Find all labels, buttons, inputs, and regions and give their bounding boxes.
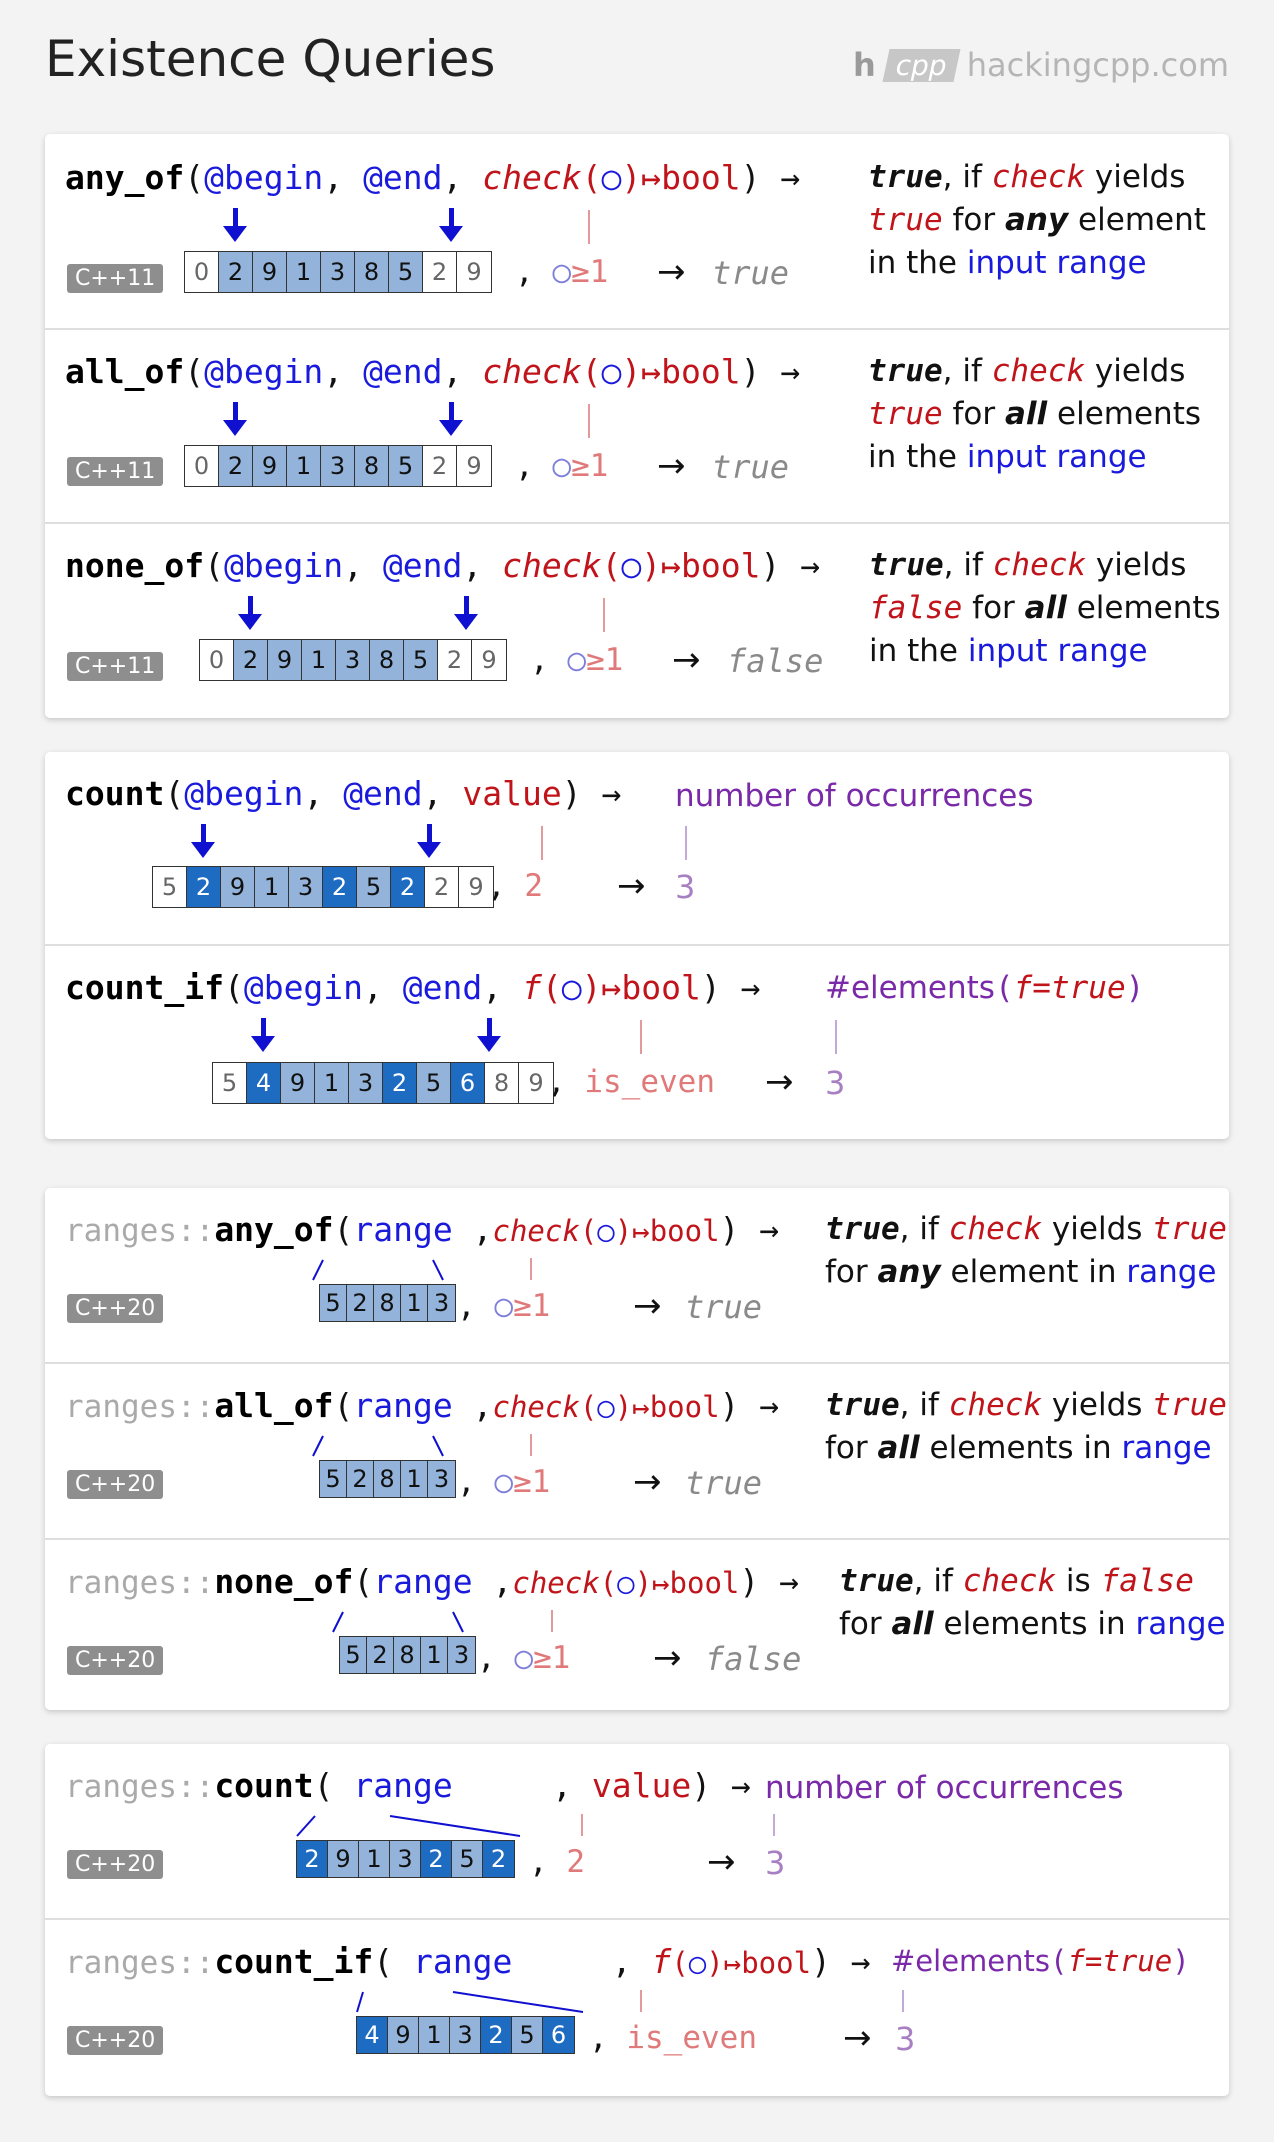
row-ranges-count [45, 1744, 1229, 1918]
array-cell: 1 [315, 1063, 349, 1103]
brand-logo[interactable] [853, 46, 1229, 84]
return-description: number of occurrences [675, 778, 1034, 814]
result-value: false [727, 642, 824, 680]
example-call: , is_even [589, 2020, 757, 2056]
array-cell: 5 [389, 446, 423, 486]
range-bracket [45, 1920, 1229, 2096]
link-line [640, 1990, 642, 2012]
function-name: none_of [214, 1562, 354, 1601]
end-param: @end [363, 158, 443, 197]
array-cell: 2 [347, 1285, 374, 1321]
description: true, if check yields false for all elements in the input range [869, 547, 1221, 669]
function-name: all_of [65, 352, 185, 391]
result-value: 3 [675, 868, 696, 906]
maps-to-icon: ↦ [641, 158, 662, 197]
row-ranges-any-of [45, 1188, 1229, 1362]
array-cell: 1 [359, 1841, 390, 1877]
function-name: count [65, 774, 165, 813]
brand-h: h [853, 46, 876, 84]
card-ranges-existence [45, 1188, 1229, 1710]
version-badge: C++11 [67, 457, 163, 486]
right-arrow-icon: → [657, 252, 686, 292]
row-any-of [45, 134, 1229, 328]
value-param: value [591, 1766, 692, 1805]
element-array [319, 1460, 456, 1498]
array-cell: 1 [401, 1285, 428, 1321]
result-value: 3 [895, 2020, 916, 2058]
maps-to-icon: ↦ [601, 968, 622, 1007]
predicate: ≥1 [513, 1288, 551, 1324]
array-cell: 2 [219, 446, 253, 486]
result-value: true [685, 1288, 763, 1326]
predicate-param: f [522, 968, 542, 1007]
row-all-of [45, 330, 1229, 522]
predicate: ≥1 [513, 1464, 551, 1500]
predicate: ≥1 [533, 1640, 571, 1676]
check-param: check [492, 1214, 580, 1248]
check-param: check [482, 352, 582, 391]
array-cell: 2 [234, 640, 268, 680]
array-cell: 2 [297, 1841, 328, 1877]
version-badge: C++20 [67, 1294, 163, 1323]
row-ranges-all-of [45, 1364, 1229, 1538]
array-cell: 8 [374, 1285, 401, 1321]
array-cell: 8 [355, 252, 389, 292]
begin-param: @begin [243, 968, 364, 1007]
example-call: , ○≥1 [477, 1640, 571, 1676]
array-cell: 9 [221, 867, 255, 907]
array-cell: 3 [448, 1637, 475, 1673]
value-argument: 2 [524, 868, 544, 904]
array-cell: 1 [302, 640, 336, 680]
array-cell: 9 [253, 252, 287, 292]
array-cell: 2 [323, 867, 357, 907]
right-arrow-icon: → [765, 1062, 794, 1102]
array-cell: 9 [528, 1069, 544, 1097]
range-param: range [373, 1562, 473, 1601]
row-ranges-none-of [45, 1540, 1229, 1710]
version-badge: C++20 [67, 1470, 163, 1499]
row-none-of [45, 524, 1229, 718]
function-name: count_if [65, 968, 224, 1007]
right-arrow-icon: → [730, 1766, 751, 1805]
right-arrow-icon: → [780, 352, 801, 391]
description: true, if check is false for all elements in range [839, 1563, 1226, 1642]
signature-ranges-none-of: ranges::none_of(range ,check(○)↦bool) → [65, 1562, 800, 1601]
array-cell: 1 [421, 1637, 448, 1673]
link-line [588, 404, 590, 438]
namespace-prefix: ranges:: [65, 1565, 215, 1601]
element-array [212, 1062, 554, 1104]
maps-to-icon: ↦ [632, 1214, 650, 1248]
right-arrow-icon: → [800, 546, 821, 585]
element-array [152, 866, 494, 908]
signature-ranges-all-of: ranges::all_of(range ,check(○)↦bool) → [65, 1386, 780, 1425]
function-name: any_of [214, 1210, 334, 1249]
example-call: , ○≥1 [457, 1464, 551, 1500]
description: true, if check yields true for all elements in the input range [868, 353, 1202, 475]
array-cell: 5 [320, 1461, 347, 1497]
array-cell: 2 [423, 252, 457, 292]
array-cell: 9 [466, 258, 482, 286]
element-array [199, 639, 507, 681]
array-cell: 0 [185, 252, 219, 292]
array-cell: 3 [428, 1285, 455, 1321]
maps-to-icon: ↦ [652, 1566, 670, 1600]
array-cell: 8 [374, 1461, 401, 1497]
brand-cpp: cpp [882, 49, 960, 82]
end-param: @end [343, 774, 423, 813]
begin-param: @begin [204, 352, 324, 391]
row-ranges-count-if [45, 1920, 1229, 2096]
function-name: none_of [65, 546, 205, 585]
row-count [45, 752, 1229, 944]
check-param: check [482, 158, 582, 197]
begin-param: @begin [184, 774, 304, 813]
signature-ranges-any-of: ranges::any_of(range ,check(○)↦bool) → [65, 1210, 780, 1249]
begin-param: @begin [204, 158, 324, 197]
end-param: @end [363, 352, 443, 391]
array-cell: 5 [512, 2017, 543, 2053]
maps-to-icon: ↦ [661, 546, 681, 585]
predicate: ≥1 [586, 642, 624, 678]
function-name: count [214, 1766, 314, 1805]
predicate: ≥1 [571, 448, 609, 484]
array-cell: 3 [450, 2017, 481, 2053]
array-cell: 5 [340, 1637, 367, 1673]
right-arrow-icon: → [633, 1462, 662, 1502]
array-cell: 5 [153, 867, 187, 907]
array-cell: 1 [287, 252, 321, 292]
return-description: number of occurrences [765, 1770, 1124, 1806]
array-cell: 8 [485, 1063, 519, 1103]
range-param: range [353, 1210, 453, 1249]
example-call: , ○≥1 [515, 448, 609, 484]
range-bracket [45, 1744, 1229, 1918]
signature-ranges-count: ranges::count( range , value) → [65, 1766, 751, 1805]
example-call: , 2 [529, 1844, 586, 1880]
return-description: #elements(f=true) [825, 970, 1145, 1006]
link-line [902, 1990, 904, 2012]
check-param: check [502, 546, 602, 585]
maps-to-icon: ↦ [723, 1946, 742, 1980]
range-param: range [353, 1386, 453, 1425]
namespace-prefix: ranges:: [65, 1389, 215, 1425]
array-cell: 5 [357, 867, 391, 907]
right-arrow-icon: → [601, 774, 622, 813]
function-name: any_of [65, 158, 185, 197]
array-cell: 1 [255, 867, 289, 907]
value-argument: 2 [566, 1844, 586, 1880]
array-cell: 2 [383, 1063, 417, 1103]
array-cell: 4 [247, 1063, 281, 1103]
array-cell: 8 [370, 640, 404, 680]
signature-any-of: any_of(@begin, @end, check(○)↦bool) → [65, 158, 801, 197]
return-description: #elements(f=true) [891, 1944, 1190, 1978]
circle-icon: ○ [561, 968, 582, 1007]
value-param: value [462, 774, 562, 813]
description: true, if check yields true for any element in range [825, 1211, 1227, 1290]
array-cell: 3 [428, 1461, 455, 1497]
card-counting [45, 752, 1229, 1139]
range-param: range [413, 1942, 513, 1981]
example-call: , ○≥1 [515, 254, 609, 290]
element-array [184, 445, 492, 487]
array-cell: 9 [328, 1841, 359, 1877]
array-cell: 2 [425, 867, 459, 907]
link-line [530, 1258, 532, 1280]
namespace-prefix: ranges:: [65, 1769, 215, 1805]
element-array [319, 1284, 456, 1322]
array-cell: 2 [391, 867, 425, 907]
array-cell: 5 [417, 1063, 451, 1103]
brand-site: hackingcpp.com [966, 46, 1229, 84]
array-cell: 3 [321, 252, 355, 292]
predicate: ≥1 [571, 254, 609, 290]
array-cell: 2 [219, 252, 253, 292]
array-cell: 5 [452, 1841, 483, 1877]
right-arrow-icon: → [653, 1638, 682, 1678]
check-param: check [512, 1566, 600, 1600]
link-line [640, 1020, 642, 1054]
right-arrow-icon: → [672, 640, 701, 680]
example-call: , 2 [487, 868, 544, 904]
array-cell: 2 [187, 867, 221, 907]
array-cell: 8 [355, 446, 389, 486]
function-name: count_if [214, 1942, 374, 1981]
array-cell: 9 [388, 2017, 419, 2053]
array-cell: 2 [367, 1637, 394, 1673]
array-cell: 5 [213, 1063, 247, 1103]
end-param: @end [402, 968, 483, 1007]
result-value: false [705, 1640, 802, 1678]
right-arrow-icon: → [759, 1386, 780, 1425]
link-line [603, 598, 605, 632]
signature-none-of: none_of(@begin, @end, check(○)↦bool) → [65, 546, 821, 585]
element-array [184, 251, 492, 293]
array-cell: 9 [468, 873, 484, 901]
maps-to-icon: ↦ [641, 352, 662, 391]
array-cell: 5 [404, 640, 438, 680]
range-param: range [353, 1766, 453, 1805]
signature-all-of: all_of(@begin, @end, check(○)↦bool) → [65, 352, 801, 391]
function-name: all_of [214, 1386, 334, 1425]
example-call: , ○≥1 [457, 1288, 551, 1324]
array-cell: 0 [200, 640, 234, 680]
version-badge: C++20 [67, 1850, 163, 1879]
array-cell: 3 [289, 867, 323, 907]
array-cell: 3 [390, 1841, 421, 1877]
page-title: Existence Queries [45, 30, 496, 88]
version-badge: C++20 [67, 1646, 163, 1675]
right-arrow-icon: → [633, 1286, 662, 1326]
link-line [530, 1434, 532, 1456]
array-cell: 2 [423, 446, 457, 486]
right-arrow-icon: → [759, 1210, 780, 1249]
result-value: true [712, 254, 790, 292]
right-arrow-icon: → [850, 1942, 871, 1981]
right-arrow-icon: → [740, 968, 761, 1007]
array-cell: 0 [185, 446, 219, 486]
description: true, if check yields true for all elements in range [825, 1387, 1227, 1466]
circle-icon: ○ [601, 158, 622, 197]
result-value: 3 [765, 1844, 786, 1882]
check-param: check [492, 1390, 580, 1424]
array-cell: 2 [481, 2017, 512, 2053]
example-call: , is_even [547, 1064, 715, 1100]
link-line [685, 826, 687, 860]
array-cell: 1 [419, 2017, 450, 2053]
right-arrow-icon: → [657, 446, 686, 486]
predicate-argument: is_even [626, 2020, 757, 2056]
link-line [835, 1020, 837, 1054]
signature-count-if: count_if(@begin, @end, f(○)↦bool) → [65, 968, 761, 1007]
array-cell: 1 [401, 1461, 428, 1497]
right-arrow-icon: → [843, 2018, 872, 2058]
example-call: , ○≥1 [530, 642, 624, 678]
card-existence-checks [45, 134, 1229, 718]
right-arrow-icon: → [779, 1562, 800, 1601]
link-line [581, 1814, 583, 1836]
array-cell: 1 [287, 446, 321, 486]
array-cell: 6 [543, 2017, 574, 2053]
signature-count: count(@begin, @end, value) → [65, 774, 622, 813]
link-line [773, 1814, 775, 1836]
array-cell: 9 [253, 446, 287, 486]
array-cell: 4 [357, 2017, 388, 2053]
array-cell: 2 [483, 1841, 514, 1877]
description: true, if check yields true for any element in the input range [868, 159, 1206, 281]
right-arrow-icon: → [780, 158, 801, 197]
link-line [588, 210, 590, 244]
array-cell: 3 [321, 446, 355, 486]
result-value: true [712, 448, 790, 486]
array-cell: 9 [481, 646, 497, 674]
element-array [356, 2016, 575, 2054]
element-array [296, 1840, 515, 1878]
array-cell: 3 [336, 640, 370, 680]
circle-icon: ○ [601, 352, 622, 391]
array-cell: 5 [320, 1285, 347, 1321]
array-cell: 9 [281, 1063, 315, 1103]
predicate-argument: is_even [584, 1064, 715, 1100]
link-line [551, 1610, 553, 1632]
array-cell: 2 [438, 640, 472, 680]
right-arrow-icon: → [617, 866, 646, 906]
array-cell: 5 [389, 252, 423, 292]
signature-ranges-count-if: ranges::count_if( range , f(○)↦bool) → [65, 1942, 871, 1981]
version-badge: C++20 [67, 2026, 163, 2055]
card-ranges-counting [45, 1744, 1229, 2096]
element-array [339, 1636, 476, 1674]
end-param: @end [382, 546, 463, 585]
link-line [541, 826, 543, 860]
array-cell: 9 [268, 640, 302, 680]
array-cell: 6 [451, 1063, 485, 1103]
result-value: true [685, 1464, 763, 1502]
array-cell: 2 [347, 1461, 374, 1497]
result-value: 3 [825, 1064, 846, 1102]
namespace-prefix: ranges:: [65, 1945, 215, 1981]
maps-to-icon: ↦ [632, 1390, 650, 1424]
array-cell: 8 [394, 1637, 421, 1673]
namespace-prefix: ranges:: [65, 1213, 215, 1249]
circle-icon: ○ [621, 546, 642, 585]
version-badge: C++11 [67, 264, 163, 293]
begin-param: @begin [223, 546, 344, 585]
predicate-param: f [651, 1942, 672, 1981]
array-cell: 9 [466, 452, 482, 480]
array-cell: 3 [349, 1063, 383, 1103]
array-cell: 2 [421, 1841, 452, 1877]
version-badge: C++11 [67, 652, 163, 681]
right-arrow-icon: → [707, 1842, 736, 1882]
row-count-if [45, 946, 1229, 1139]
